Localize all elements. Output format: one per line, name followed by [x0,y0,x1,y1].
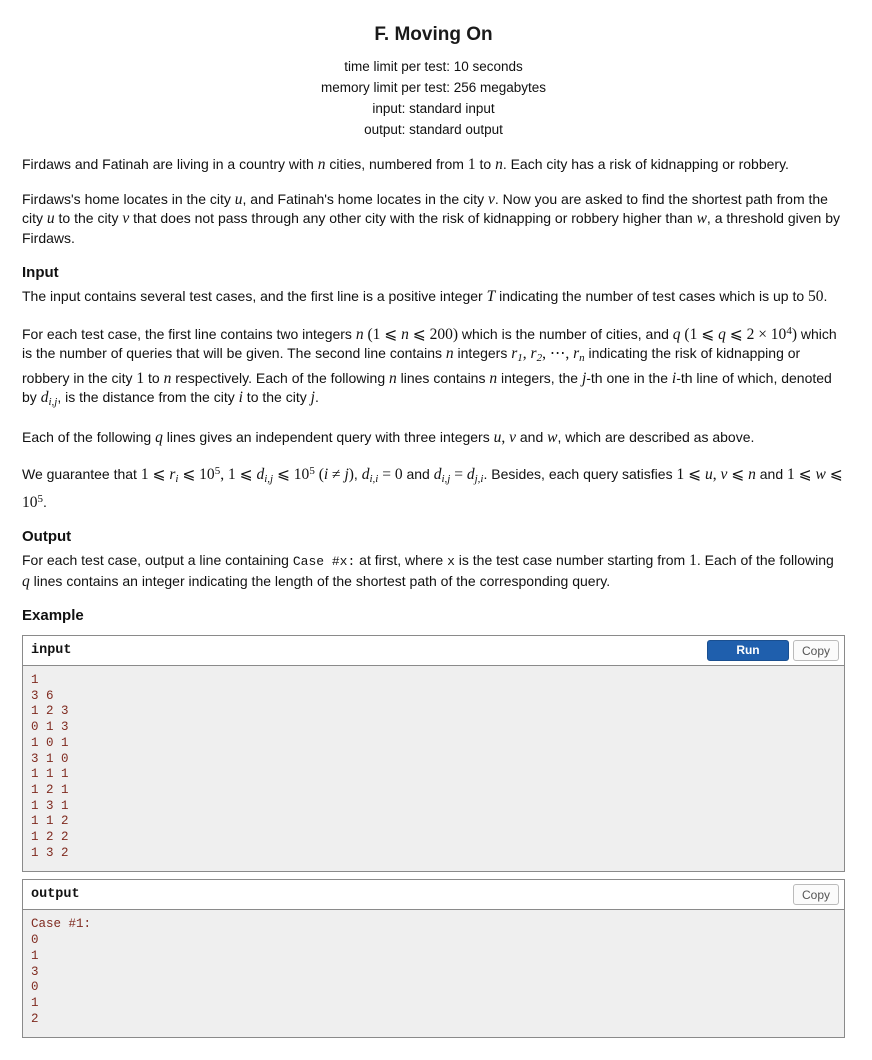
text-run: is the test case number starting from [454,552,690,568]
text-run: . Now you are asked to find the shortest path from the city [22,190,828,226]
math-var: r [511,345,518,362]
text-run: Firdaws and Fatinah are living in a country with [22,156,318,172]
math-var: v [122,210,130,227]
code-line: 1 3 2 [31,845,69,860]
code-line: 3 1 0 [31,751,69,766]
math-number: , 1 ⩽ [220,466,257,483]
text-run: which is the number of queries that will be given. The second line contains [22,325,837,361]
problem-header [22,24,845,140]
text-run: that does not pass through any other city with the risk of kidnapping or robbery higher than [129,210,697,226]
output-section-title: Output [22,528,72,545]
math-superscript: 5 [309,465,315,477]
copy-output-button[interactable]: Copy [793,884,839,905]
sample-output-header [23,880,844,910]
math-number: ≠ [328,466,345,483]
math-subscript: i,j [264,473,274,485]
math-var: j [581,369,587,387]
paragraph [22,551,845,591]
math-number: ) [791,325,797,343]
code-line: 1 [31,995,39,1010]
code-line: 2 [31,1011,39,1026]
math-number: 1 ⩽ [140,466,170,483]
text-run: The input contains several test cases, and the first line is a positive integer [22,288,487,304]
text-run: , and Fatinah's home locates in the city [242,190,488,207]
math-var: i [671,369,677,387]
math-var: n [317,156,326,173]
text-run: . Each city has a risk of kidnapping or robbery. [502,156,789,172]
math-var: q [155,428,163,446]
text-run: -th line of which, denoted by [22,369,832,405]
math-var: n [489,369,498,387]
code-line: 3 [31,964,39,979]
output-section-body [22,551,845,591]
math-var: v [720,466,728,483]
math-number: , [501,428,510,446]
math-subscript: 1 [517,352,523,364]
code-line: 1 0 1 [31,735,69,750]
paragraph [22,462,845,512]
math-number: ⩽ 10 [22,466,843,511]
text-run: integers [453,345,512,361]
math-var: d [361,466,370,483]
math-var: u [234,190,243,208]
text-run: . [823,288,828,304]
problem-statement [22,155,845,248]
text-run: to [144,369,164,386]
math-number: ⩽ 10 [273,466,310,483]
math-number: 1 ⩽ [787,466,816,483]
sample-output-content [23,910,844,1037]
code-line: 1 3 1 [31,798,69,813]
math-var: d [466,466,475,483]
text-run: Firdaws's home locates in the city [22,190,235,207]
code-line: 3 6 [31,688,54,703]
paragraph [22,155,845,175]
math-number: (1 ⩽ [680,325,719,343]
math-var: n [445,345,454,362]
code-line: 1 2 2 [31,830,69,845]
text-run: . [314,389,319,405]
paragraph [22,287,845,307]
code-line: 1 [31,673,39,687]
math-subscript: i,j [48,396,58,408]
inline-code: Case #x: [292,554,356,569]
math-var: r [530,345,537,362]
math-var: n [355,325,364,343]
math-var: q [672,325,681,343]
math-var: w [696,210,707,227]
math-number: 1 [136,369,145,387]
math-subscript: n [579,352,585,364]
text-run: and [516,428,548,445]
copy-input-button[interactable]: Copy [793,640,839,661]
math-number: , [712,466,721,483]
sample-output-label: output [31,887,80,903]
text-run: to [475,156,496,172]
sample-output-box [22,879,845,1038]
math-number: 1 [467,156,476,173]
math-var: r [169,466,176,483]
sample-output-buttons [793,884,839,905]
text-run: lines contains an integer indicating the length of the shortest path of the corresponding query. [29,572,611,589]
input-section [22,264,845,512]
math-superscript: 5 [214,465,221,477]
input-spec: input: standard input [372,101,495,116]
text-run: lines gives an independent query with three integers [162,428,494,445]
math-var: u [46,210,55,227]
paragraph [22,322,845,413]
text-run: -th one in the [586,369,672,386]
text-run: lines contains [396,369,490,386]
text-run: For each test case, output a line containing [22,552,293,568]
text-run: and [402,466,434,482]
sample-input-label: input [31,643,72,658]
code-line: 1 2 1 [31,782,69,797]
sample-input-header [23,636,844,666]
math-var: n [389,369,397,387]
text-run: indicating the number of test cases which is up to [495,288,809,304]
math-var: j [344,466,349,483]
math-var: n [748,466,756,483]
math-number: 1 ⩽ [676,466,705,483]
sample-input-box [22,635,845,872]
math-subscript: 2 [536,352,543,364]
math-number: 1 [689,552,697,569]
time-limit: time limit per test: 10 seconds [344,59,523,74]
problem-title: F. Moving On [374,24,493,45]
text-run: Each of the following [22,428,156,445]
text-run: integers, the [497,369,582,386]
math-var: i [238,389,243,406]
math-number: ⩽ 2 × 10 [725,325,787,343]
math-number: (1 ⩽ [363,325,402,343]
text-run: respectively. Each of the following [171,369,389,386]
math-var: r [573,345,580,362]
text-run: , a threshold given by Firdaws. [22,210,841,246]
sample-input-buttons [707,640,839,661]
math-var: T [486,288,496,305]
math-var: u [493,428,502,446]
math-number: ⩽ 200) [408,325,459,343]
code-line: 0 [31,933,39,948]
text-run: which is the number of cities, and [458,325,673,342]
math-var: n [163,369,172,387]
math-var: q [718,325,726,343]
paragraph [22,190,845,249]
math-var: i [323,466,329,483]
math-superscript: 4 [786,324,792,337]
code-line: Case #1: [31,917,92,932]
math-number: 50 [808,288,824,305]
text-run: cities, numbered from [325,156,468,172]
math-number: ⩽ 10 [178,466,215,483]
text-run: to the city [242,389,311,405]
text-run: We guarantee that [22,466,141,482]
text-run: , [353,466,362,482]
output-spec: output: standard output [364,122,503,137]
math-var: w [547,428,558,446]
input-section-body [22,287,845,512]
math-var: n [401,325,409,343]
memory-limit: memory limit per test: 256 megabytes [320,80,547,95]
text-run: and [755,466,787,482]
math-number: = [450,466,467,483]
text-run: , which are described as above. [557,428,755,445]
text-run: . Each of the following [696,552,834,568]
math-number: , [522,345,531,362]
math-var: v [488,190,495,208]
text-run: . Besides, each query satisfies [483,466,677,482]
math-var: j [310,389,315,406]
math-var: q [22,572,30,590]
text-run: For each test case, the first line contains two integers [22,325,356,342]
math-var: w [815,466,826,483]
code-line: 1 1 1 [31,767,69,782]
run-button[interactable]: Run [707,640,789,661]
math-superscript: 5 [37,492,43,505]
text-run: , is the distance from the city [57,389,239,405]
code-line: 0 [31,980,39,995]
math-subscript: i,i [369,473,379,485]
math-var: d [433,466,442,483]
text-run: at first, where [355,552,448,568]
inline-code: x [447,554,455,569]
output-section [22,528,845,591]
input-section-title: Input [22,264,59,281]
math-var: d [40,389,49,406]
math-var: n [495,156,503,173]
math-number: , ⋯, [542,345,574,362]
math-number: = 0 [378,466,403,483]
text-run: to the city [54,210,123,226]
sample-input-content [23,666,844,871]
text-run: indicating the risk of kidnapping or robbery in the city [22,345,801,386]
code-line: 1 2 3 [31,704,69,719]
math-subscript: j,i [474,473,484,485]
paragraph [22,428,845,448]
math-subscript: i [175,473,179,485]
math-number: ( [314,466,324,483]
code-line: 1 [31,948,39,963]
math-number: ⩽ [727,466,749,483]
code-line: 0 1 3 [31,720,69,735]
code-line: 1 1 2 [31,814,69,829]
example-section-title: Example [22,607,84,624]
math-var: d [256,466,265,483]
math-var: u [704,466,713,483]
math-number: ) [348,466,354,483]
math-var: v [509,428,516,446]
text-run: . [43,493,47,510]
math-subscript: i,j [441,473,451,485]
